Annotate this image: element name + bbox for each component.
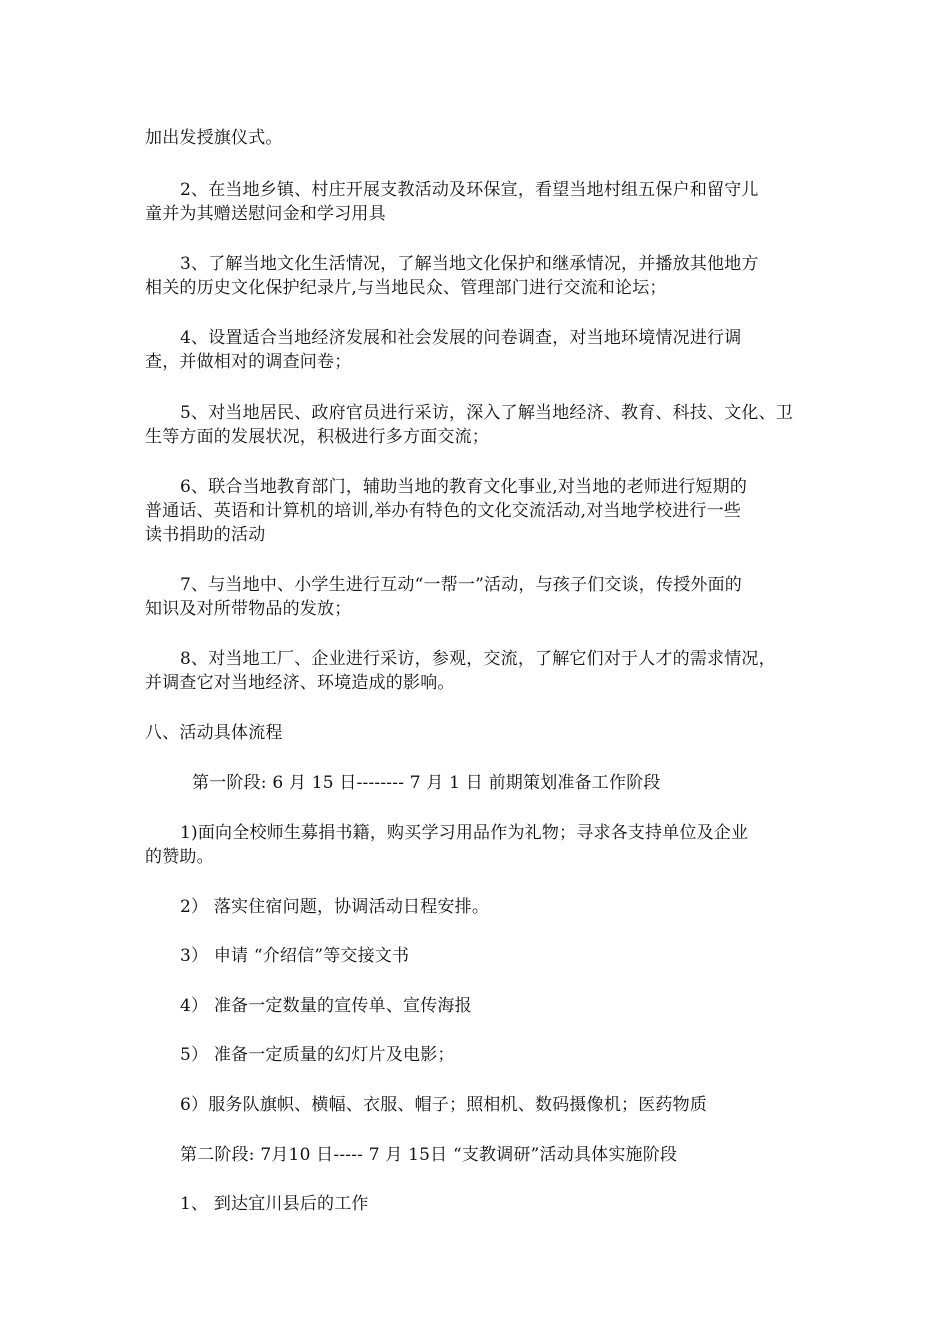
text-line: 2） 落实住宿问题，协调活动日程安排。	[180, 897, 490, 917]
text-line: 相关的历史文化保护纪录片,与当地民众、管理部门进行交流和论坛；	[145, 278, 667, 298]
text-line: 8、对当地工厂、企业进行采访，参观，交流，了解它们对于人才的需求情况，	[180, 649, 776, 669]
text-line: 普通话、英语和计算机的培训,举办有特色的文化交流活动,对当地学校进行一些	[145, 501, 742, 521]
text-line: 的赞助。	[145, 847, 214, 867]
text-line: 读书捐助的活动	[145, 525, 266, 545]
text-line: 生等方面的发展状况，积极进行多方面交流；	[145, 427, 489, 447]
text-line: 4、设置适合当地经济发展和社会发展的问卷调查，对当地环境情况进行调	[180, 328, 742, 348]
text-line: 7、与当地中、小学生进行互动“一帮一”活动，与孩子们交谈，传授外面的	[180, 575, 742, 595]
text-line: 4） 准备一定数量的宣传单、宣传海报	[180, 996, 472, 1016]
text-line: 1)面向全校师生募捐书籍，购买学习用品作为礼物；寻求各支持单位及企业	[180, 823, 749, 843]
text-line: 3、了解当地文化生活情况，了解当地文化保护和继承情况，并播放其他地方	[180, 254, 759, 274]
text-line: 并调查它对当地经济、环境造成的影响。	[145, 673, 455, 693]
phase-heading: 第二阶段: 7月10 日----- 7 月 15日 “支教调研”活动具体实施阶段	[180, 1145, 678, 1165]
section-heading: 八、活动具体流程	[145, 723, 283, 743]
text-line: 查，并做相对的调查问卷；	[145, 352, 352, 372]
text-line: 童并为其赠送慰问金和学习用具	[145, 204, 386, 224]
text-line: 1、 到达宜川县后的工作	[180, 1194, 369, 1214]
text-line: 3） 申请 “介绍信”等交接文书	[180, 946, 410, 966]
phase-heading: 第一阶段: 6 月 15 日-------- 7 月 1 日 前期策划准备工作阶段	[192, 773, 661, 793]
text-line: 2、在当地乡镇、村庄开展支教活动及环保宣，看望当地村组五保户和留守儿	[180, 180, 759, 200]
text-line: 知识及对所带物品的发放；	[145, 599, 352, 619]
text-line: 5） 准备一定质量的幻灯片及电影；	[180, 1045, 455, 1065]
text-line: 6、联合当地教育部门，辅助当地的教育文化事业,对当地的老师进行短期的	[180, 477, 748, 497]
text-line: 5、对当地居民、政府官员进行采访，深入了解当地经济、教育、科技、文化、卫	[180, 403, 794, 423]
text-line: 6）服务队旗帜、横幅、衣服、帽子；照相机、数码摄像机；医药物质	[180, 1095, 708, 1115]
text-line: 加出发授旗仪式。	[145, 128, 283, 148]
